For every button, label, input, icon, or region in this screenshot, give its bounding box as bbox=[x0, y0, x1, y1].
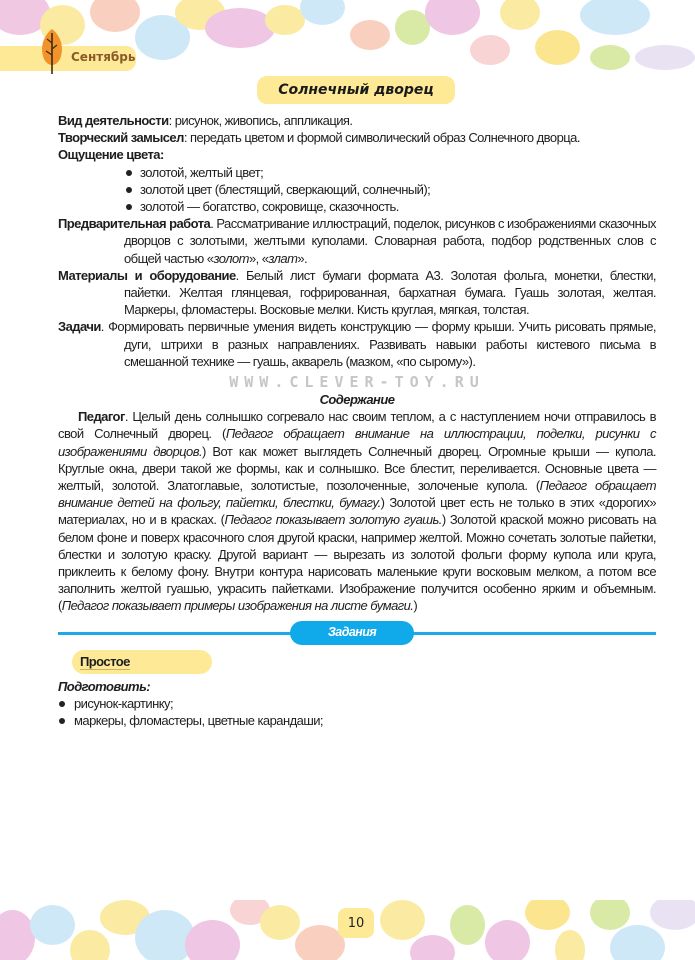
tasks-banner-label: Задания bbox=[327, 625, 377, 640]
stage-note: Педагог показывает золотую гуашь. bbox=[224, 512, 442, 528]
prep-text: . Рассматривание иллюстраций, поделок, рисунков с изображениями сказочных дворцов с золотыми, желтыми куполами. Словарная работа, подбор родственных слов с общей частью « bbox=[124, 216, 656, 266]
activity-row bbox=[58, 112, 656, 129]
prep-word-1: золот bbox=[213, 250, 249, 266]
idea-text: : передать цветом и формой символический образ Солнечного дворца. bbox=[183, 130, 580, 146]
difficulty-label: Простое bbox=[80, 653, 130, 669]
prep-label: Предварительная работа bbox=[58, 216, 211, 232]
prep-row bbox=[58, 215, 656, 267]
materials-row bbox=[58, 267, 656, 319]
page-number: 10 bbox=[338, 908, 374, 938]
lesson-title: Солнечный дворец bbox=[278, 82, 434, 98]
stage-note: Педагог показывает примеры изображения на листе бумаги. bbox=[61, 598, 414, 614]
tasks-row bbox=[58, 318, 656, 370]
lesson-title-pill bbox=[257, 76, 455, 104]
materials-text: . Белый лист бумаги формата А3. Золотая фольга, монетки, блестки, пайетки. Желтая глянцевая, гофрированная, бархатная бумага. Гуашь золотая, желтая. Маркеры, фломастеры. Восковые мелки. Кисть круглая, мягкая, толстая. bbox=[124, 267, 656, 318]
content-paragraph bbox=[58, 408, 656, 614]
prepare-item: маркеры, фломастеры, цветные карандаши; bbox=[58, 712, 656, 729]
prep-word-2: злат bbox=[268, 250, 298, 266]
idea-label: Творческий замысел bbox=[58, 130, 184, 146]
prep-mid: », « bbox=[248, 250, 269, 266]
content-text: ) Золотой краской можно рисовать на белом фоне и поверх красочного слоя другой краски, например желтой. Можно сочетать золотые пайетки, блестки и золотую краску. Другой вариант — вырезать из золотой фольги форму купола или круга, приклеить к белому фону. Внутри контура нарисовать маленькие круги восковым мелком, а потом все заполнить желтой гуашью, украсить пайетками. Изображение получится особенно ярким и объемным. ( bbox=[58, 512, 656, 614]
stage-note: Педагог обращает внимание детей на фольгу, пайетки, блестки, бумагу. bbox=[58, 478, 656, 511]
prepare-label: Подготовить: bbox=[58, 678, 151, 694]
content-text: . Целый день солнышко согревало нас своим теплом, а с наступлением ночи отправилось в свой Солнечный дворец. ( bbox=[58, 409, 656, 442]
activity-text: : рисунок, живопись, аппликация. bbox=[168, 113, 353, 128]
activity-label: Вид деятельности bbox=[58, 113, 169, 128]
color-label: Ощущение цвета: bbox=[58, 147, 164, 163]
prepare-list bbox=[58, 695, 656, 729]
color-list bbox=[58, 164, 656, 216]
content-text: ) bbox=[413, 598, 418, 614]
color-item: золотой цвет (блестящий, сверкающий, солнечный); bbox=[124, 181, 656, 198]
month-label: Сентябрь bbox=[71, 50, 136, 64]
idea-row bbox=[58, 129, 656, 146]
prep-end: ». bbox=[297, 250, 308, 266]
tasks-banner bbox=[290, 621, 414, 645]
content-text: ) Вот как может выглядеть Солнечный дворец. Огромные крыши — купола. Круглые окна, двери такой же формы, как и солнышко. Все блестит, переливается. Основные цвета — желтый, золотой. Златоглавые, золотистые, позолоченные, золоченые купола. ( bbox=[58, 443, 656, 494]
lesson-body bbox=[58, 112, 656, 729]
watermark: WWW.CLEVER-TOY.RU bbox=[229, 373, 485, 392]
difficulty-pill bbox=[72, 650, 212, 674]
leaf-icon bbox=[40, 27, 64, 75]
color-item: золотой — богатство, сокровище, сказочность. bbox=[124, 198, 656, 215]
content-text: ) Золотой цвет есть не только в этих «дорогих» материалах, но и в красках. ( bbox=[58, 495, 657, 528]
prepare-item: рисунок-картинку; bbox=[58, 695, 656, 712]
color-item: золотой, желтый цвет; bbox=[124, 164, 656, 181]
tasks-label: Задачи bbox=[58, 319, 101, 335]
materials-label: Материалы и оборудование bbox=[58, 267, 236, 283]
speaker-label: Педагог bbox=[78, 409, 125, 425]
tasks-text: . Формировать первичные умения видеть конструкцию — форму крыши. Учить рисовать прямые, дуги, штрихи в разных направлениях. Развивать навыки работы кистевого письма в смешанной технике — гуашь, акварель (мазком, «по сырому»). bbox=[100, 319, 656, 369]
tasks-band bbox=[58, 621, 656, 645]
stage-note: Педагог обращает внимание на иллюстрации, поделки, рисунки с изображениями дворцов. bbox=[58, 426, 657, 459]
content-heading: Содержание bbox=[319, 392, 395, 408]
prepare-block bbox=[58, 678, 656, 730]
